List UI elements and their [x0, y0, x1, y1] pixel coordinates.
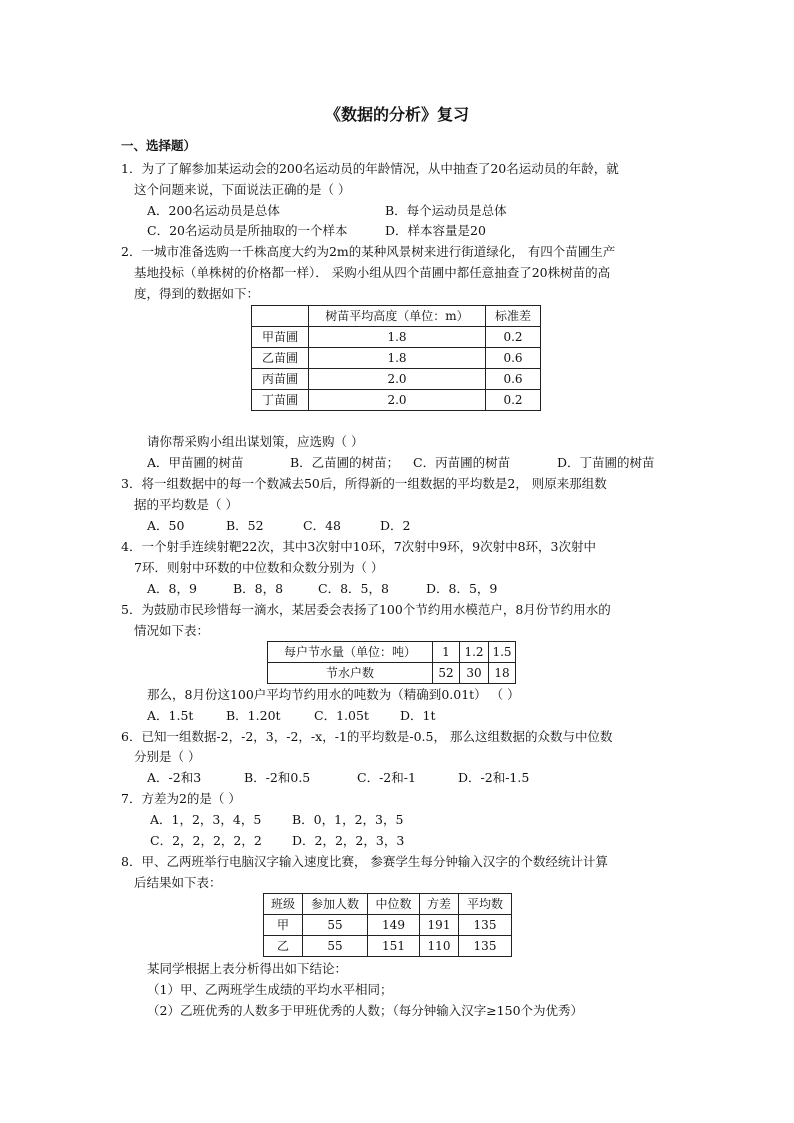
- q3-option-b: B．52: [226, 518, 264, 533]
- table-cell: 0.6: [486, 348, 541, 369]
- q2-option-d: D．丁苗圃的树苗: [557, 455, 655, 470]
- typing-contest-table: [263, 893, 512, 957]
- table-cell: 191: [420, 915, 459, 936]
- table-cell: 1: [433, 642, 460, 663]
- q4-option-a: A．8，9: [147, 581, 197, 596]
- q5-option-b: B．1.20t: [226, 708, 281, 723]
- table-header: 树苗平均高度（单位：m）: [309, 306, 486, 327]
- q4-option-b: B．8，8: [233, 581, 284, 596]
- table-row: [252, 327, 541, 348]
- table-cell: 甲: [264, 915, 303, 936]
- table-cell: 110: [420, 936, 459, 957]
- table-header: [252, 306, 309, 327]
- q1-line2: 这个问题来说，下面说法正确的是（ ）: [134, 182, 351, 197]
- q8-conclusion-2: （2）乙班优秀的人数多于甲班优秀的人数；（每分钟输入汉字≥150个为优秀）: [147, 1003, 584, 1018]
- table-cell: 52: [433, 663, 460, 684]
- q1-option-c: C．20名运动员是所抽取的一个样本: [147, 223, 348, 238]
- q3-line2: 据的平均数是（ ）: [134, 497, 238, 512]
- q6-option-d: D．-2和-1.5: [458, 770, 530, 785]
- q6-option-a: A．-2和3: [147, 770, 202, 785]
- page-title: 《数据的分析》复习: [324, 105, 469, 124]
- table-header: 平均数: [459, 894, 512, 915]
- q7-option-a: A．1，2，3，4，5: [150, 812, 262, 827]
- table-cell: 151: [368, 936, 420, 957]
- q2-line1: 2．一城市准备选购一千株高度大约为2m的某种风景树来进行街道绿化， 有四个苗圃生产: [121, 244, 616, 259]
- table-row: [264, 915, 512, 936]
- table-cell: 1.8: [309, 327, 486, 348]
- table-cell: 0.2: [486, 390, 541, 411]
- q3-option-d: D．2: [380, 518, 411, 533]
- water-saving-table: [267, 641, 516, 684]
- q7-option-c: C．2，2，2，2，2: [150, 833, 262, 848]
- q2-option-c: C．丙苗圃的树苗: [413, 455, 511, 470]
- q5-option-a: A．1.5t: [147, 708, 194, 723]
- table-header: 班级: [264, 894, 303, 915]
- table-cell: 135: [459, 936, 512, 957]
- table-cell: 丁苗圃: [252, 390, 309, 411]
- q5-prompt: 那么，8月份这100户平均节约用水的吨数为（精确到0.01t） （ ）: [147, 687, 520, 702]
- table-row: [268, 663, 516, 684]
- q5-option-c: C．1.05t: [314, 708, 369, 723]
- q8-line2: 后结果如下表：: [134, 875, 222, 890]
- table-row: [252, 369, 541, 390]
- q5-line1: 5．为鼓励市民珍惜每一滴水，某居委会表扬了100个节约用水模范户，8月份节约用水的: [121, 602, 611, 617]
- table-header: 标准差: [486, 306, 541, 327]
- q2-line2: 基地投标（单株树的价格都一样）． 采购小组从四个苗圃中都任意抽查了20株树苗的高: [134, 265, 611, 280]
- q8-conclusion-1: （1）甲、乙两班学生成绩的平均水平相同；: [147, 982, 393, 997]
- q6-line2: 分别是（ ）: [134, 749, 201, 764]
- q2-prompt: 请你帮采购小组出谋划策，应选购（ ）: [147, 434, 364, 449]
- q6-line1: 6．已知一组数据-2，-2，3，-2，-x，-1的平均数是-0.5， 那么这组数据的众数与中位数: [121, 729, 613, 744]
- q4-line1: 4．一个射手连续射靶22次，其中3次射中10环，7次射中9环，9次射中8环，3次射中: [121, 539, 596, 554]
- q2-option-a: A．甲苗圃的树苗: [147, 455, 244, 470]
- q4-option-c: C．8．5，8: [318, 581, 389, 596]
- table-cell: 节水户数: [268, 663, 433, 684]
- q8-line1: 8．甲、乙两班举行电脑汉字输入速度比赛， 参赛学生每分钟输入汉字的个数经统计计算: [121, 854, 608, 869]
- table-row: [252, 390, 541, 411]
- q3-option-a: A．50: [147, 518, 185, 533]
- table-row: [264, 936, 512, 957]
- q1-option-b: B．每个运动员是总体: [385, 203, 507, 218]
- table-cell: 乙苗圃: [252, 348, 309, 369]
- table-header: 参加人数: [303, 894, 368, 915]
- q7-line1: 7．方差为2的是（ ）: [121, 791, 241, 806]
- table-cell: 30: [460, 663, 489, 684]
- q2-line3: 度，得到的数据如下：: [134, 286, 260, 301]
- q2-option-b: B．乙苗圃的树苗；: [290, 455, 400, 470]
- table-cell: 甲苗圃: [252, 327, 309, 348]
- table-cell: 135: [459, 915, 512, 936]
- q4-option-d: D．8．5，9: [426, 581, 498, 596]
- table-cell: 乙: [264, 936, 303, 957]
- section-heading: 一、选择题）: [121, 138, 197, 153]
- table-header: 方差: [420, 894, 459, 915]
- q5-option-d: D．1t: [400, 708, 436, 723]
- q1-option-a: A．200名运动员是总体: [147, 203, 280, 218]
- table-header-row: [264, 894, 512, 915]
- table-cell: 1.5: [489, 642, 516, 663]
- table-cell: 2.0: [309, 390, 486, 411]
- table-cell: 0.2: [486, 327, 541, 348]
- table-cell: 1.8: [309, 348, 486, 369]
- q4-line2: 7环．则射中环数的中位数和众数分别为（ ）: [134, 560, 384, 575]
- q3-line1: 3．将一组数据中的每一个数减去50后，所得新的一组数据的平均数是2， 则原来那组数: [121, 476, 607, 491]
- q6-option-c: C．-2和-1: [357, 770, 416, 785]
- table-cell: 0.6: [486, 369, 541, 390]
- q7-option-d: D．2，2，2，3，3: [292, 833, 405, 848]
- table-cell: 1.2: [460, 642, 489, 663]
- q3-option-c: C．48: [303, 518, 341, 533]
- table-cell: 每户节水量（单位：吨）: [268, 642, 433, 663]
- table-header-row: [252, 306, 541, 327]
- table-cell: 55: [303, 936, 368, 957]
- table-cell: 丙苗圃: [252, 369, 309, 390]
- table-cell: 2.0: [309, 369, 486, 390]
- q5-line2: 情况如下表：: [134, 623, 210, 638]
- table-cell: 149: [368, 915, 420, 936]
- table-row: [268, 642, 516, 663]
- table-cell: 55: [303, 915, 368, 936]
- table-cell: 18: [489, 663, 516, 684]
- table-header: 中位数: [368, 894, 420, 915]
- table-row: [252, 348, 541, 369]
- q1-line1: 1．为了了解参加某运动会的200名运动员的年龄情况，从中抽查了20名运动员的年龄，就: [121, 161, 619, 176]
- q1-option-d: D．样本容量是20: [385, 223, 486, 238]
- q8-prompt: 某同学根据上表分析得出如下结论：: [147, 961, 348, 976]
- q6-option-b: B．-2和0.5: [244, 770, 311, 785]
- nursery-table: [251, 305, 541, 411]
- q7-option-b: B．0，1，2，3，5: [292, 812, 404, 827]
